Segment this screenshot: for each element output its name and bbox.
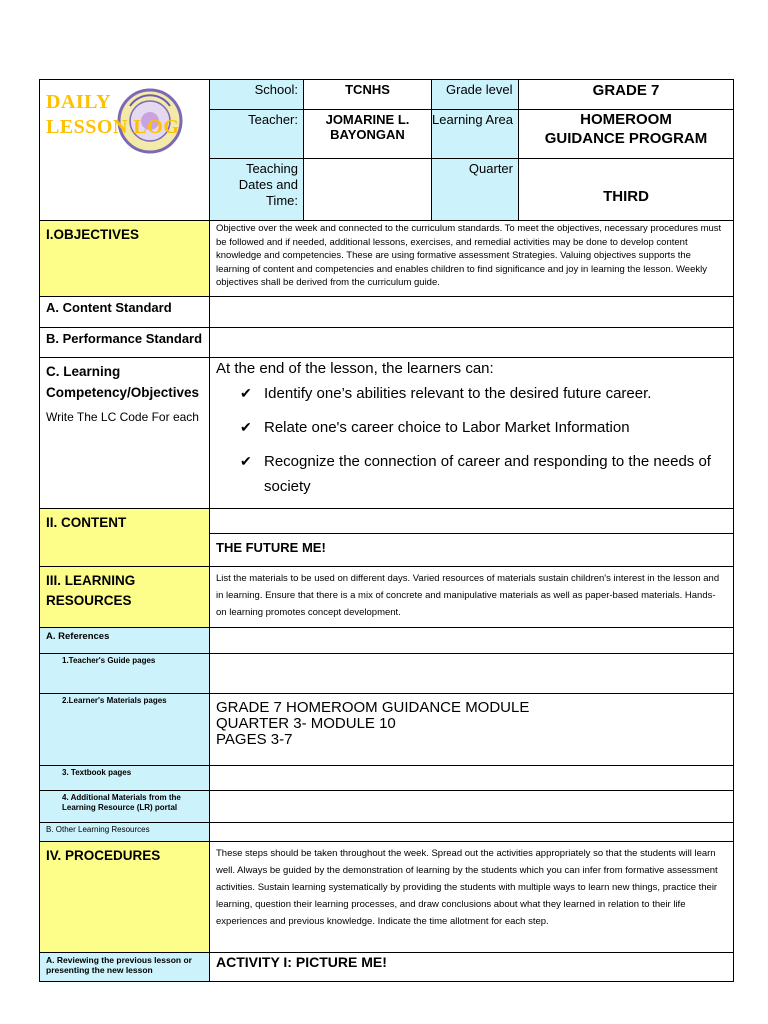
learning-area-label: Learning Area — [432, 110, 519, 159]
check-mark-icon: ✔ — [240, 453, 252, 469]
performance-standard-value — [210, 328, 734, 358]
grade-label: Grade level — [432, 80, 519, 110]
activity-value: ACTIVITY I: PICTURE ME! — [210, 953, 734, 982]
learning-resources-label: III. LEARNING RESOURCES — [40, 567, 210, 628]
teacher-value: JOMARINE L. BAYONGAN — [304, 110, 432, 159]
teaching-dates-value — [304, 159, 432, 221]
logo-title-line1: DAILY — [46, 91, 112, 113]
competency-label-1: C. Learning — [46, 364, 121, 379]
grade-value: GRADE 7 — [519, 80, 734, 110]
content-standard-value — [210, 297, 734, 328]
school-value: TCNHS — [304, 80, 432, 110]
check-mark-icon: ✔ — [240, 385, 252, 401]
quarter-value: THIRD — [519, 159, 734, 221]
content-value: THE FUTURE ME! — [216, 540, 326, 555]
check-mark-icon: ✔ — [240, 419, 252, 435]
teachers-guide-label: 1.Teacher's Guide pages — [40, 654, 210, 694]
learners-materials-label: 2.Learner's Materials pages — [40, 694, 210, 766]
quarter-label: Quarter — [432, 159, 519, 221]
competency-label-2: Competency/Objectives — [46, 385, 200, 400]
objectives-note: Objective over the week and connected to the curriculum standards. To meet the objectives, necessary procedures must be followed and if needed, additional lessons, exercises, and remedial activities may be done to develop content knowledge and competencies. These are using formative assessment Strategies. Valuing objectives supports the learning of content and competencies and enables children to find significance and joy in learning the lesson. Weekly objectives shall be derived from the curriculum guide. — [210, 221, 734, 297]
procedures-note: These steps should be taken throughout the week. Spread out the activities appropriately so that the students will learn well. Always be guided by the demonstration of learning by the students which you can infer from formative assessment activities. Sustain learning systematically by providing the students with multiple ways to learn new things, practice their learning, question their learning processes, and draw conclusions about what they learned in relation to their life experiences and previous knowledge. Indicate the time allotment for each step. — [210, 842, 734, 953]
textbook-label: 3. Textbook pages — [40, 766, 210, 791]
additional-materials-label: 4. Additional Materials from the Learning Resource (LR) portal — [40, 791, 210, 823]
other-resources-label: B. Other Learning Resources — [40, 823, 210, 842]
performance-standard-label: B. Performance Standard — [40, 328, 210, 358]
list-item: ✔ Identify one’s abilities relevant to the desired future career. — [240, 381, 727, 406]
daily-lesson-log-table — [39, 79, 734, 982]
competency-list — [210, 381, 733, 499]
school-label: School: — [210, 80, 304, 110]
list-item: ✔ Relate one's career choice to Labor Market Information — [240, 415, 727, 440]
competency-sub-label: Write The LC Code For each — [46, 410, 199, 424]
learners-materials-value: GRADE 7 HOMEROOM GUIDANCE MODULE QUARTER 3- MODULE 10 PAGES 3-7 — [210, 694, 734, 766]
teaching-dates-label: Teaching Dates and Time: — [210, 159, 304, 221]
references-label: A. References — [40, 628, 210, 654]
list-item: ✔ Recognize the connection of career and responding to the needs of society — [240, 449, 727, 499]
learning-resources-note: List the materials to be used on different days. Varied resources of materials sustain children's interest in the lesson and in learning. Ensure that there is a mix of concrete and manipulative materials as well as paper-based materials. Hands-on learning promotes concept development. — [210, 567, 734, 628]
logo-cell — [40, 80, 210, 221]
competency-cell — [210, 358, 734, 509]
content-label: II. CONTENT — [40, 509, 210, 567]
teacher-label: Teacher: — [210, 110, 304, 159]
procedures-label: IV. PROCEDURES — [40, 842, 210, 953]
objectives-label: I.OBJECTIVES — [40, 221, 210, 297]
reviewing-lesson-label: A. Reviewing the previous lesson or presenting the new lesson — [40, 953, 210, 982]
learning-area-value: HOMEROOM GUIDANCE PROGRAM — [519, 110, 734, 159]
competency-lead: At the end of the lesson, the learners can: — [216, 360, 494, 377]
content-standard-label: A. Content Standard — [40, 297, 210, 328]
logo-title-line2: LESSON LOG — [46, 116, 180, 138]
